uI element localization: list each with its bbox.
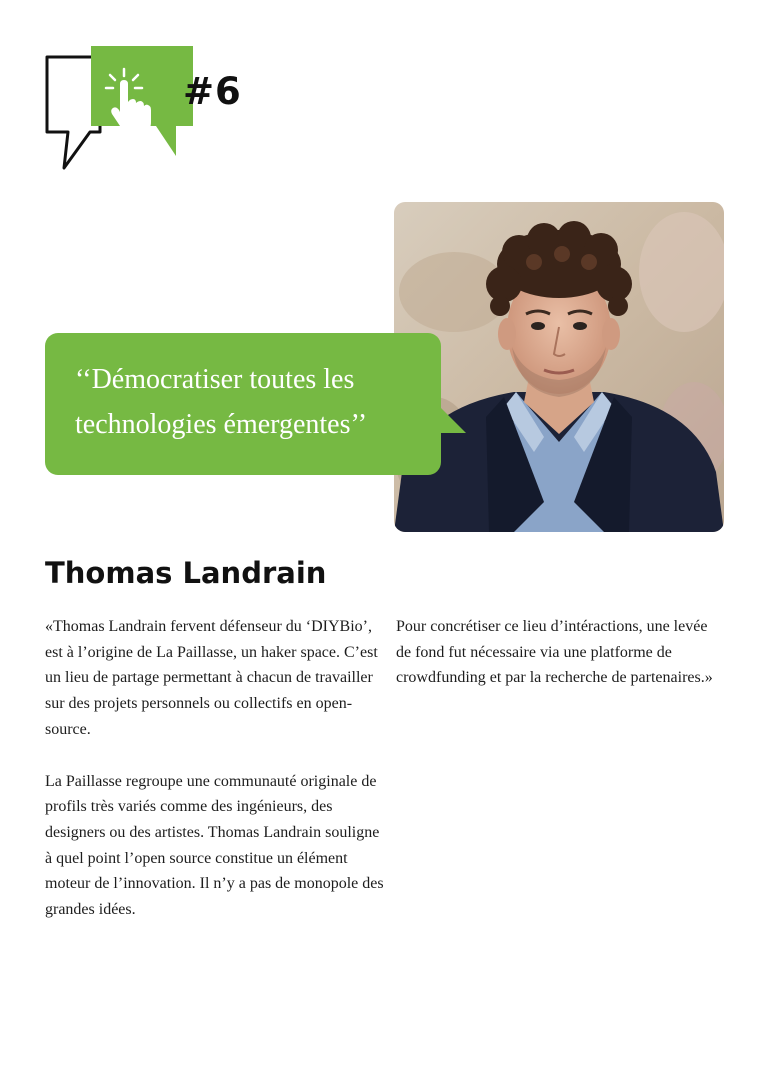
quote-bubble [45,333,441,475]
issue-number: #6 [183,70,242,113]
speech-bubbles-hand-pointer-icon [44,44,196,172]
body-left-column [45,614,385,949]
person-name: Thomas Landrain [45,556,327,590]
portrait-photo [394,202,724,532]
body-paragraph: Pour concrétiser ce lieu d’intéractions, une levée de fond fut nécessaire via une platforme de crowdfunding et par la recherche de partenaires.» [396,618,713,687]
body-paragraph: «Thomas Landrain fervent défenseur du ‘DIYBio’, est à l’origine de La Paillasse, un haker space. C’est un lieu de partage permettant à chacun de travailler sur des projets personnels ou collectifs en open-source. [45,618,378,738]
quote-text: ‘‘Démocratiser toutes les technologies émergentes’’ [75,364,368,440]
quote-bubble-tail [438,405,468,435]
body-right-column [396,614,726,717]
body-paragraph: La Paillasse regroupe une communauté originale de profils très variés comme des ingénieurs, des designers ou des artistes. Thomas Landrain souligne à quel point l’open source constitue un élément moteur de l’innovation. Il n’y a pas de monopole des grandes idées. [45,772,384,919]
